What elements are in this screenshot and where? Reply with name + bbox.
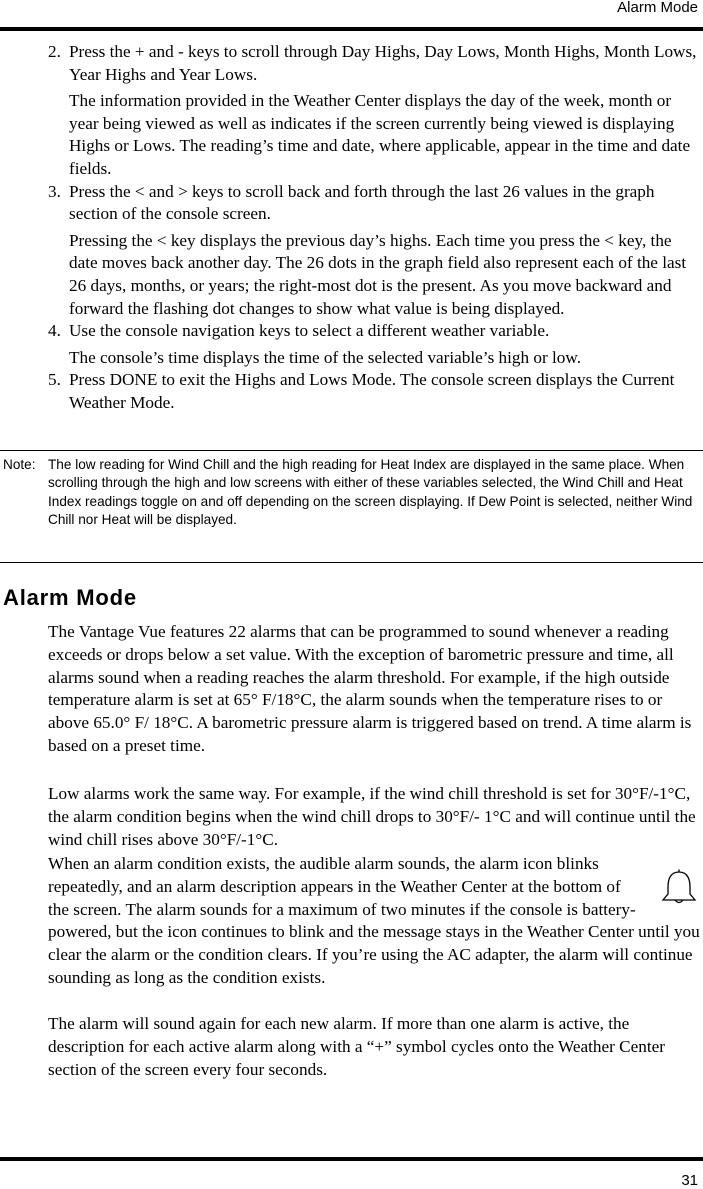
note-box [0,450,703,563]
step-number: 4. [48,321,61,341]
paragraph-text: When an alarm condition exists, the audible alarm sounds, the alarm icon blinks repeatedly, and an alarm description appears in the Weather Center at the bottom of the screen. The alarm sounds for a maximum of two minutes if the console is battery-powered, but the icon continues to blink and the message stays in the Weather Center until you clear the alarm or the condition clears. If you’re using the AC adapter, the alarm will continue sounding as long as the condition exists. [48,854,700,987]
step-text: Press the < and > keys to scroll back and forth through the last 26 values in the graph section of the console screen. [69,181,655,224]
step-item [48,181,700,321]
footer-rule [0,1157,703,1161]
paragraph: The Vantage Vue features 22 alarms that can be programmed to sound whenever a reading exceeds or drops below a set value. With the exception of barometric pressure and time, all alarms sound when a reading reaches the alarm threshold. For example, if the high outside temperature alarm is set at 65° F/18°C, the alarm sounds when the temperature rises to or above 65.0° F/ 18°C. A barometric pressure alarm is triggered based on trend. A time alarm is based on a preset time. [48,622,692,755]
paragraph: Low alarms work the same way. For example, if the wind chill threshold is set for 30°F/-1°C, the alarm condition begins when the wind chill drops to 30°F/- 1°C and will continue until the wind chill rises above 30°F/-1°C. [48,784,696,849]
step-item [48,320,700,369]
step-number: 5. [48,370,61,390]
note-label: Note: [3,457,36,472]
step-number: 3. [48,181,61,201]
step-item [48,369,700,414]
step-list [48,41,700,415]
step-item [48,41,700,181]
step-detail: The information provided in the Weather Center displays the day of the week, month or year being viewed as well as indicates if the screen currently being viewed is displaying Highs or Lows. The reading’s time and date, where applicable, appear in the time and date fields. [69,91,691,178]
note-text: The low reading for Wind Chill and the high reading for Heat Index are displayed in the same place. When scrolling through the high and low screens with either of these variables selected, the Wind Chill and Heat Index readings toggle on and off depending on the screen displaying. If Dew Point is selected, neither Wind Chill nor Heat will be displayed. [48,457,693,528]
step-detail: The console’s time displays the time of the selected variable’s high or low. [69,347,581,367]
running-header: Alarm Mode [617,0,698,16]
paragraph-with-icon [48,853,700,990]
step-text: Use the console navigation keys to select a different weather variable. [69,321,550,341]
step-number: 2. [48,42,61,61]
page-number: 31 [681,1172,698,1189]
header-rule [0,27,703,31]
step-text: Press the + and - keys to scroll through Day Highs, Day Lows, Month Highs, Month Lows, Year Highs and Year Lows. [69,42,697,84]
section-title: Alarm Mode [3,585,137,610]
paragraph: The alarm will sound again for each new alarm. If more than one alarm is active, the description for each active alarm along with a “+” symbol cycles onto the Weather Center section of the screen every four seconds. [48,1014,665,1079]
bell-icon [658,867,700,907]
step-text: Press DONE to exit the Highs and Lows Mode. The console screen displays the Current Weather Mode. [69,370,675,412]
step-detail: Pressing the < key displays the previous day’s highs. Each time you press the < key, the date moves back another day. The 26 dots in the graph field also represent each of the last 26 days, months, or years; the right-most dot is the present. As you move backward and forward the flashing dot changes to show what value is being displayed. [69,230,687,318]
